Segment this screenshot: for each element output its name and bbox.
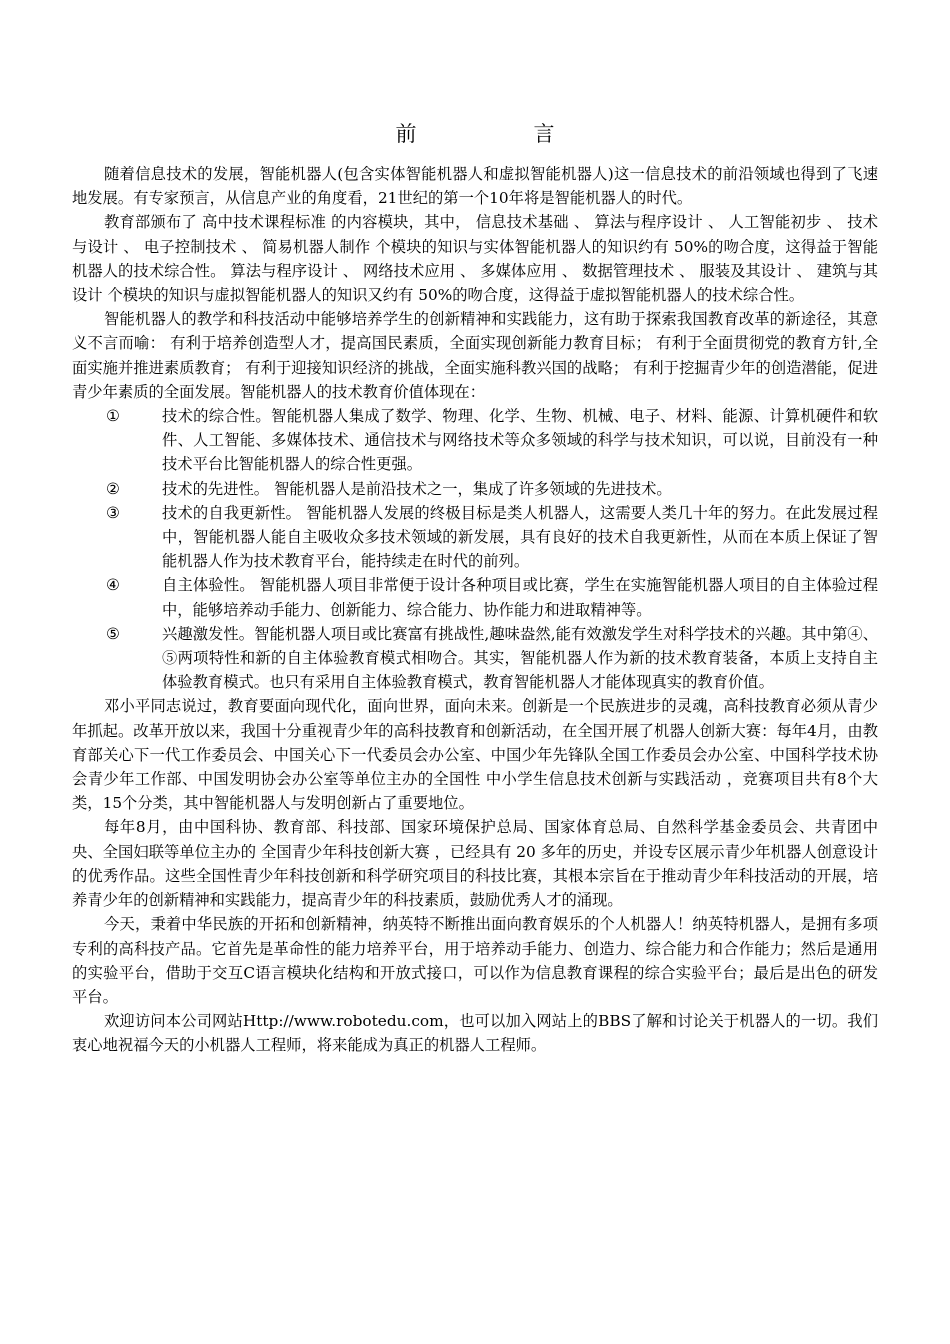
list-item (72, 501, 878, 574)
list-item-number: ③ (106, 503, 120, 522)
paragraph-curriculum: 教育部颁布了 高中技术课程标准 的内容模块，其中， 信息技术基础 、 算法与程序设计 、 人工智能初步 、 技术与设计 、 电子控制技术 、 简易机器人制作 个模块的知识与实体智能机器人的知识约有 50%的吻合度，这得益于智能机器人的技术综合性。 算法与程序设计 、 网络技术应用 、 多媒体应用 、 数据管理技术 、 服装及其设计 、 建筑与其设计 个模块的知识与虚拟智能机器人的知识又约有 50%的吻合度，这得益于虚拟智能机器人的技术综合性。 (72, 213, 878, 305)
paragraph-intro: 随着信息技术的发展，智能机器人(包含实体智能机器人和虚拟智能机器人)这一信息技术的前沿领域也得到了飞速地发展。有专家预言，从信息产业的角度看，21世纪的第一个10年将是智能机器人的时代。 (72, 165, 878, 208)
paragraph-innovation-contest: 每年8月，由中国科协、教育部、科技部、国家环境保护总局、国家体育总局、自然科学基金委员会、共青团中央、全国妇联等单位主办的 全国青少年科技创新大赛 ，已经具有 20 多年的历史，并设专区展示青少年机器人创意设计的优秀作品。这些全国性青少年科技创新和科学研究项目的科技比赛，其根本宗旨在于推动青少年科技活动的开展，培养青少年的创新精神和实践能力，提高青少年的科技素质，鼓励优秀人才的涌现。 (72, 818, 878, 910)
list-item-number: ② (106, 479, 120, 498)
list-item (72, 477, 878, 501)
list-item (72, 622, 878, 695)
list-item-text: 技术的先进性。 智能机器人是前沿技术之一，集成了许多领域的先进技术。 (162, 479, 672, 498)
paragraph-company: 今天，秉着中华民族的开拓和创新精神，纳英特不断推出面向教育娱乐的个人机器人！纳英特机器人，是拥有多项专利的高科技产品。它首先是革命性的能力培养平台，用于培养动手能力、创造力、综合能力和合作能力；然后是通用的实验平台，借助于交互C语言模块化结构和开放式接口，可以作为信息教育课程的综合实验平台；最后是出色的研发平台。 (72, 915, 878, 1006)
list-item-number: ④ (106, 576, 120, 595)
page-title: 前 言 (395, 122, 603, 146)
paragraph-competitions: 邓小平同志说过，教育要面向现代化，面向世界，面向未来。创新是一个民族进步的灵魂，高科技教育必须从青少年抓起。改革开放以来，我国十分重视青少年的高科技教育和创新活动，在全国开展了机器人创新大赛：每年4月，由教育部关心下一代工作委员会、中国关心下一代委员会办公室、中国少年先锋队全国工作委员会办公室、中国科学技术协会青少年工作部、中国发明协会办公室等单位主办的全国性 中小学生信息技术创新与实践活动 ，竞赛项目共有8个大类，15个分类，其中智能机器人与发明创新占了重要地位。 (72, 697, 878, 813)
list-item-number: ⑤ (106, 624, 120, 643)
list-item-text: 技术的自我更新性。 智能机器人发展的终极目标是类人机器人，这需要人类几十年的努力。在此发展过程中，智能机器人能自主吸收众多技术领域的新发展，具有良好的技术自我更新性，从而在本质上保证了智能机器人作为技术教育平台，能持续走在时代的前列。 (162, 503, 878, 571)
value-list (72, 404, 878, 694)
document-page (72, 118, 878, 1058)
list-item-text: 技术的综合性。智能机器人集成了数学、物理、化学、生物、机械、电子、材料、能源、计算机硬件和软件、人工智能、多媒体技术、通信技术与网络技术等众多领域的科学与技术知识，可以说，目前没有一种技术平台比智能机器人的综合性更强。 (162, 407, 878, 474)
paragraph-website: 欢迎访问本公司网站Http://www.robotedu.com，也可以加入网站上的BBS了解和讨论关于机器人的一切。我们衷心地祝福今天的小机器人工程师，将来能成为真正的机器人工程师。 (72, 1012, 878, 1055)
list-item-text: 兴趣激发性。智能机器人项目或比赛富有挑战性,趣味盎然,能有效激发学生对科学技术的兴趣。其中第④、⑤两项特性和新的自主体验教育模式相吻合。其实，智能机器人作为新的技术教育装备，本质上支持自主体验教育模式。也只有采用自主体验教育模式，教育智能机器人才能体现真实的教育价值。 (162, 624, 878, 692)
list-item-text: 自主体验性。 智能机器人项目非常便于设计各种项目或比赛，学生在实施智能机器人项目的自主体验过程中，能够培养动手能力、创新能力、综合能力、协作能力和进取精神等。 (162, 576, 878, 619)
list-item (72, 404, 878, 477)
list-item-number: ① (106, 407, 120, 426)
paragraph-significance: 智能机器人的教学和科技活动中能够培养学生的创新精神和实践能力，这有助于探索我国教育改革的新途径，其意义不言而喻： 有利于培养创造型人才，提高国民素质，全面实现创新能力教育目标； 有利于全面贯彻党的教育方针,全面实施并推进素质教育； 有利于迎接知识经济的挑战，全面实施科教兴国的战略； 有利于挖掘青少年的创造潜能，促进青少年素质的全面发展。智能机器人的技术教育价值体现在： (72, 310, 878, 401)
list-item (72, 573, 878, 621)
